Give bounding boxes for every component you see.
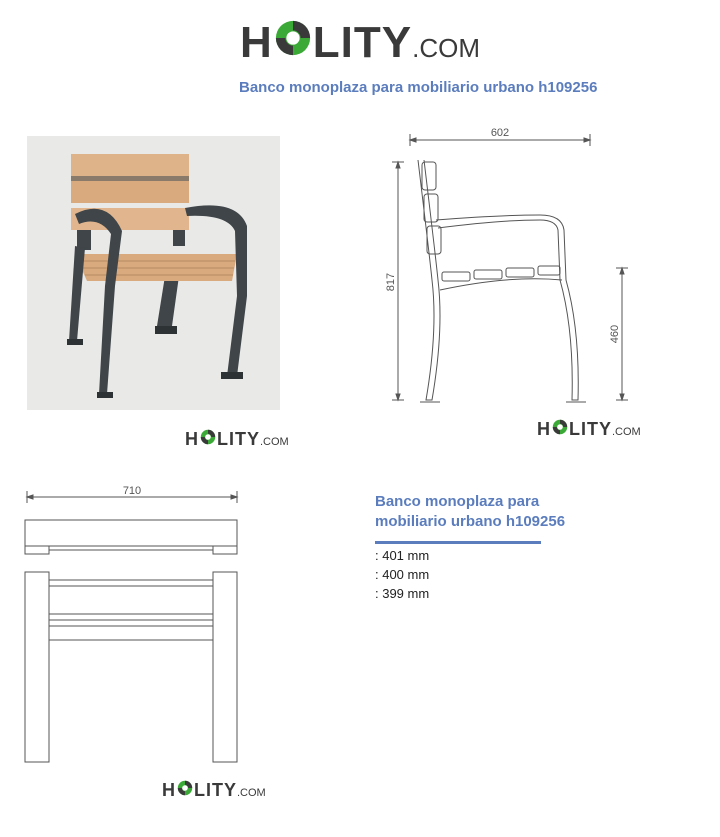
title-underline [375, 541, 541, 544]
dimension-item: : 399 mm [375, 586, 430, 601]
page-title: Banco monoplaza para mobiliario urbano h109256 [239, 79, 598, 96]
product-title: Banco monoplaza para mobiliario urbano h109256 [375, 493, 566, 530]
front-view-drawing [15, 480, 250, 770]
main-logo[interactable]: H LITY .COM [240, 18, 480, 67]
side-view-logo[interactable]: H LITY .COM [537, 419, 641, 439]
chair-photo-illustration [27, 136, 280, 410]
front-view-logo[interactable]: H LITY .COM [162, 780, 266, 800]
side-width-label: 602 [490, 127, 510, 139]
seat-height-label: 460 [609, 324, 621, 344]
side-height-label: 817 [385, 272, 397, 292]
front-width-label: 710 [122, 485, 142, 497]
photo-logo[interactable]: H LITY .COM [185, 429, 289, 449]
logo-circle-icon [177, 780, 193, 796]
side-view-drawing [380, 120, 640, 415]
dimensions-list [375, 546, 429, 603]
logo-circle-icon [274, 19, 312, 57]
dimension-item: : 401 mm [375, 548, 430, 563]
dimension-item: : 400 mm [375, 567, 430, 582]
logo-circle-icon [552, 419, 568, 435]
logo-circle-icon [200, 429, 216, 445]
